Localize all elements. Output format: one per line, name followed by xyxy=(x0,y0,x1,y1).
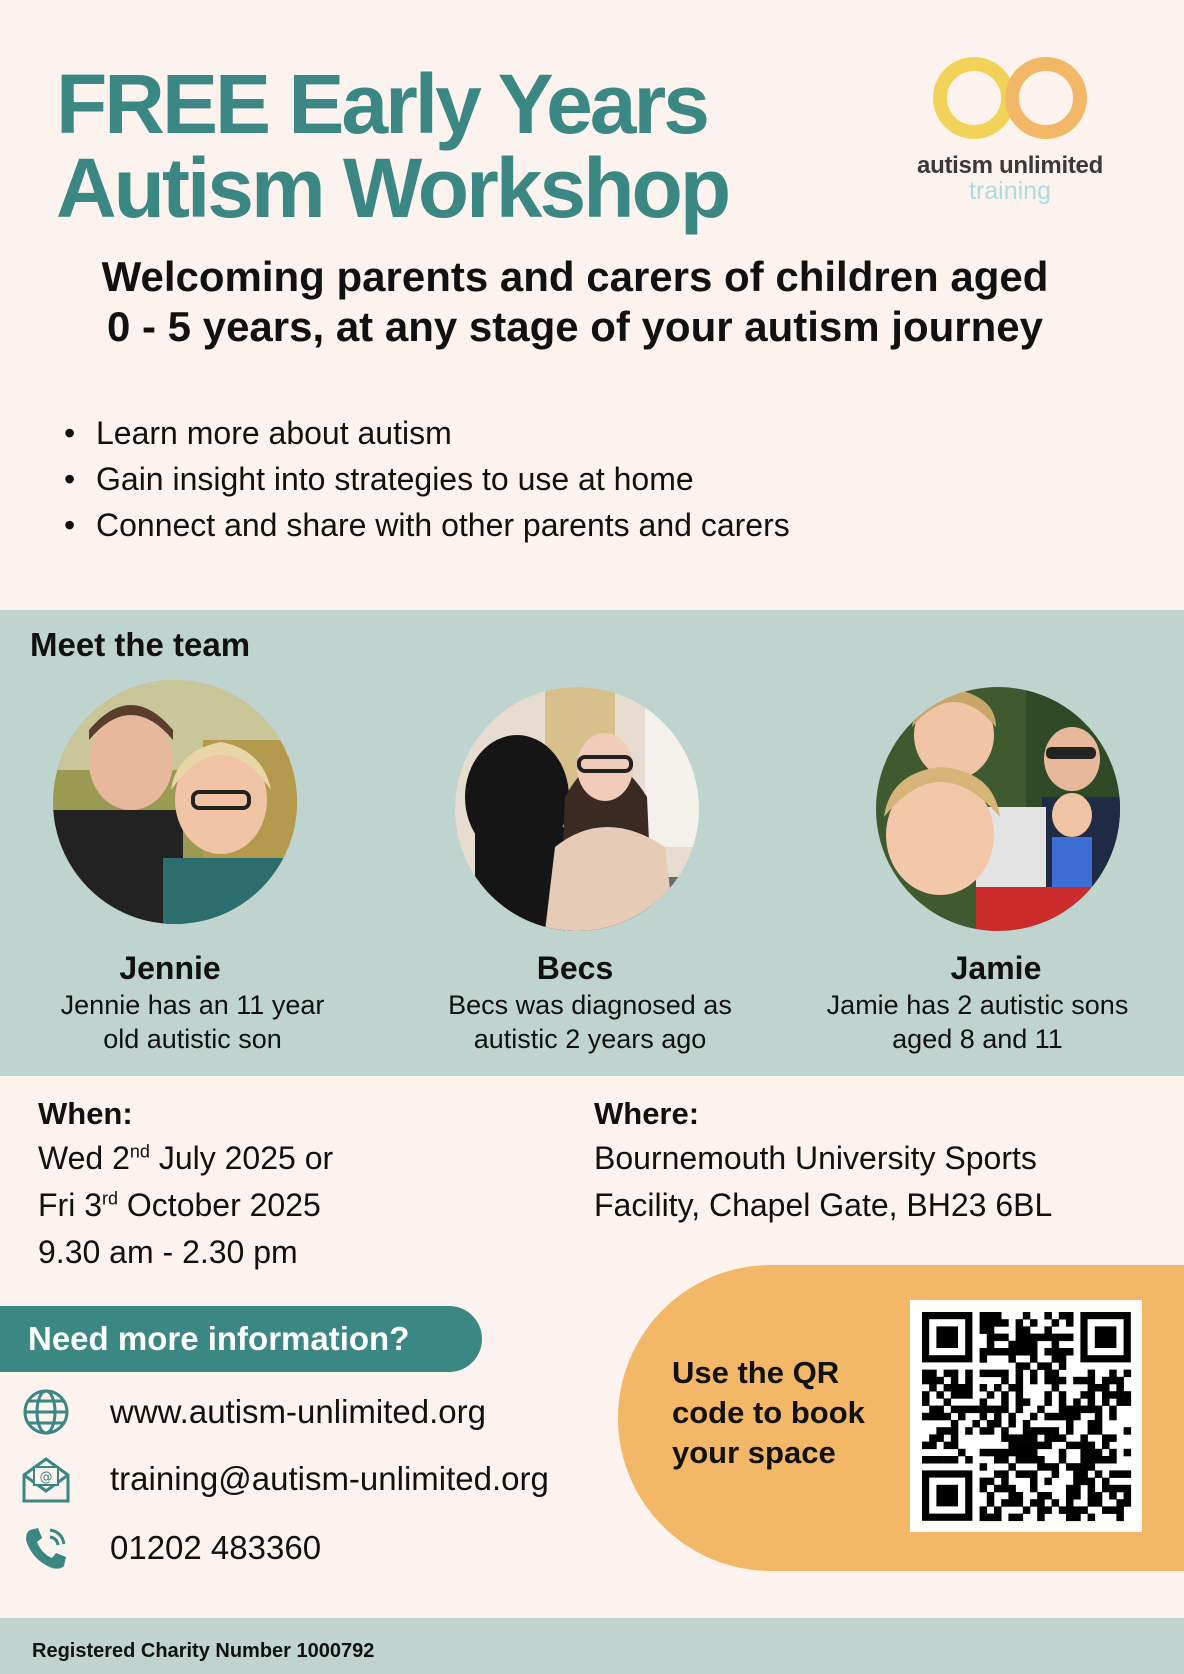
list-item: • Connect and share with other parents and carers xyxy=(60,502,790,548)
qr-instruction: Use the QR code to book your space xyxy=(672,1355,865,1470)
logo-sub: training xyxy=(969,177,1051,205)
member-name: Jennie xyxy=(119,950,221,986)
phone-row[interactable] xyxy=(20,1522,321,1574)
qr-code-graphic xyxy=(910,1300,1142,1532)
logo-name: autism unlimited xyxy=(917,152,1103,179)
member-name: Jamie xyxy=(950,950,1042,986)
logo-infinity-icon xyxy=(926,50,1094,151)
jamie-photo xyxy=(876,687,1120,931)
email-icon xyxy=(20,1453,72,1505)
title-line-2: Autism Workshop xyxy=(56,141,729,235)
address-line-2: Facility, Chapel Gate, BH23 6BL xyxy=(594,1187,1053,1223)
phone-icon xyxy=(20,1522,72,1574)
when-details xyxy=(38,1135,333,1276)
charity-number: Registered Charity Number 1000792 xyxy=(32,1640,375,1662)
address-line-1: Bournemouth University Sports xyxy=(594,1140,1037,1176)
member-description: Jamie has 2 autistic sons aged 8 and 11 xyxy=(826,990,1129,1054)
website-link[interactable]: www.autism-unlimited.org xyxy=(110,1393,486,1430)
member-description: Jennie has an 11 year old autistic son xyxy=(60,990,325,1054)
subtitle-line-1: Welcoming parents and carers of children aged xyxy=(101,253,1049,300)
website-row[interactable] xyxy=(20,1386,486,1438)
date-1: Wed 2nd July 2025 or xyxy=(38,1140,334,1176)
subtitle-line-2: 0 - 5 years, at any stage of your autism journey xyxy=(107,303,1043,350)
team-heading: Meet the team xyxy=(30,626,251,663)
jennie-photo xyxy=(53,680,297,924)
benefits-list xyxy=(60,410,790,548)
email-link[interactable]: training@autism-unlimited.org xyxy=(110,1460,549,1497)
title-line-1: FREE Early Years xyxy=(56,57,707,151)
member-description: Becs was diagnosed as autistic 2 years ago xyxy=(448,990,732,1054)
list-item: • Gain insight into strategies to use at home xyxy=(60,456,790,502)
where-details xyxy=(594,1135,1052,1229)
email-row[interactable] xyxy=(20,1453,549,1505)
when-label: When: xyxy=(38,1096,133,1131)
phone-number[interactable]: 01202 483360 xyxy=(110,1529,322,1566)
qr-code[interactable] xyxy=(910,1300,1142,1532)
member-name: Becs xyxy=(536,950,614,986)
becs-photo xyxy=(455,687,699,931)
globe-icon xyxy=(20,1386,72,1438)
list-item: • Learn more about autism xyxy=(60,410,790,456)
where-label: Where: xyxy=(594,1096,700,1131)
time: 9.30 am - 2.30 pm xyxy=(38,1234,298,1270)
info-heading: Need more information? xyxy=(0,1306,482,1372)
logo-text xyxy=(900,152,1120,206)
date-2: Fri 3rd October 2025 xyxy=(38,1187,321,1223)
svg-text:@: @ xyxy=(39,1470,53,1485)
